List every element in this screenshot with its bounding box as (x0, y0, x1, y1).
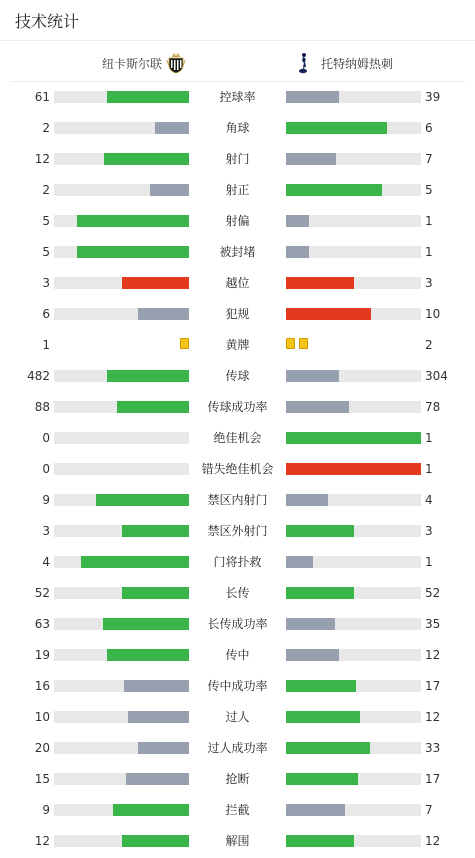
tottenham-crest-icon (296, 52, 316, 74)
away-value: 7 (425, 803, 433, 817)
stat-row (0, 238, 475, 269)
home-bar-track (54, 587, 189, 599)
home-value: 5 (42, 214, 50, 228)
away-team[interactable] (296, 52, 393, 74)
home-bar-track (54, 649, 189, 661)
away-bar-fill (286, 215, 309, 227)
stat-row (0, 796, 475, 827)
stat-row (0, 827, 475, 858)
home-bar-fill (155, 122, 189, 134)
away-bar-track (286, 618, 421, 630)
stat-row (0, 548, 475, 579)
stat-row (0, 331, 475, 362)
home-bar-track (54, 680, 189, 692)
stat-label: 控球率 (219, 90, 256, 104)
stat-label: 绝佳机会 (213, 431, 262, 445)
home-bar-fill (96, 494, 189, 506)
away-value: 304 (425, 369, 448, 383)
away-bar-fill (286, 401, 349, 413)
away-bar-fill (286, 835, 354, 847)
stat-row (0, 703, 475, 734)
away-bar-fill (286, 494, 328, 506)
away-bar-track (286, 277, 421, 289)
away-bar-fill (286, 711, 360, 723)
away-bar-track (286, 91, 421, 103)
home-value: 10 (34, 710, 50, 724)
stat-label: 射门 (225, 152, 250, 166)
home-value: 5 (42, 245, 50, 259)
away-value: 7 (425, 152, 433, 166)
away-bar-track (286, 153, 421, 165)
home-value: 9 (42, 493, 50, 507)
home-bar-fill (77, 246, 189, 258)
stats-list (0, 83, 475, 858)
home-value: 16 (34, 679, 50, 693)
home-bar-track (54, 556, 189, 568)
home-bar-fill (128, 711, 189, 723)
divider (10, 81, 465, 82)
stat-row (0, 300, 475, 331)
away-bar-track (286, 556, 421, 568)
away-value: 1 (425, 214, 433, 228)
home-value: 1 (42, 338, 50, 352)
home-bar-track (54, 463, 189, 475)
away-value: 12 (425, 648, 441, 662)
away-bar-track (286, 711, 421, 723)
away-bar-track (286, 649, 421, 661)
stat-row (0, 672, 475, 703)
stat-row (0, 207, 475, 238)
home-bar-fill (122, 835, 190, 847)
away-value: 35 (425, 617, 441, 631)
away-bar-track (286, 773, 421, 785)
stat-label: 传中成功率 (207, 679, 268, 693)
home-team[interactable] (102, 52, 186, 74)
stat-label: 禁区内射门 (207, 493, 268, 507)
away-bar-track (286, 308, 421, 320)
home-bar-track (54, 742, 189, 754)
stat-label: 长传成功率 (207, 617, 268, 631)
stat-label: 门将扑救 (213, 555, 262, 569)
stat-row (0, 610, 475, 641)
stat-label: 禁区外射门 (207, 524, 268, 538)
away-bar-fill (286, 91, 339, 103)
home-bar-fill (150, 184, 189, 196)
stat-label: 黄牌 (225, 338, 250, 352)
stat-label: 射正 (225, 183, 250, 197)
home-value: 3 (42, 276, 50, 290)
home-bar-fill (138, 742, 189, 754)
away-value: 17 (425, 772, 441, 786)
away-team-name: 托特纳姆热刺 (321, 56, 394, 71)
home-value: 4 (42, 555, 50, 569)
away-value: 1 (425, 462, 433, 476)
home-bar-fill (117, 401, 189, 413)
stat-row (0, 393, 475, 424)
yellow-card-icon (180, 338, 189, 349)
home-bar-track (54, 246, 189, 258)
home-bar-track (54, 184, 189, 196)
away-value: 3 (425, 276, 433, 290)
home-bar-fill (122, 277, 190, 289)
stat-row (0, 734, 475, 765)
home-value: 2 (42, 183, 50, 197)
home-value: 88 (34, 400, 50, 414)
away-bar-track (286, 494, 421, 506)
home-value: 0 (42, 431, 50, 445)
yellow-card-icon (286, 338, 295, 349)
home-bar-track (54, 494, 189, 506)
stat-label: 过人成功率 (207, 741, 268, 755)
home-bar-fill (107, 91, 189, 103)
stat-row (0, 486, 475, 517)
stat-label: 射偏 (225, 214, 250, 228)
stat-label: 过人 (225, 710, 250, 724)
home-bar-track (54, 773, 189, 785)
home-bar-track (54, 308, 189, 320)
home-bar-fill (104, 153, 189, 165)
away-bar-track (286, 835, 421, 847)
stat-label: 传球成功率 (207, 400, 268, 414)
home-bar-track (54, 401, 189, 413)
away-bar-track (286, 370, 421, 382)
away-bar-track (286, 804, 421, 816)
home-bar-fill (126, 773, 189, 785)
away-bar-fill (286, 742, 370, 754)
home-bar-track (54, 804, 189, 816)
home-value: 2 (42, 121, 50, 135)
away-bar-fill (286, 525, 354, 537)
away-bar-fill (286, 308, 371, 320)
away-value: 12 (425, 710, 441, 724)
home-value: 20 (34, 741, 50, 755)
stat-row (0, 424, 475, 455)
away-bar-fill (286, 122, 387, 134)
away-bar-track (286, 742, 421, 754)
home-bar-track (54, 91, 189, 103)
home-bar-fill (124, 680, 189, 692)
divider (0, 40, 475, 41)
stat-label: 错失绝佳机会 (201, 462, 274, 476)
away-value: 52 (425, 586, 441, 600)
away-bar-track (286, 215, 421, 227)
away-value: 3 (425, 524, 433, 538)
home-bar-track (54, 153, 189, 165)
away-bar-track (286, 184, 421, 196)
stat-label: 解围 (225, 834, 250, 848)
stat-row (0, 455, 475, 486)
home-value: 19 (34, 648, 50, 662)
away-yellow-cards (286, 338, 312, 349)
stat-row (0, 269, 475, 300)
away-bar-fill (286, 432, 421, 444)
away-value: 1 (425, 245, 433, 259)
away-bar-fill (286, 184, 382, 196)
away-bar-fill (286, 618, 335, 630)
home-value: 12 (34, 152, 50, 166)
away-value: 12 (425, 834, 441, 848)
home-bar-track (54, 835, 189, 847)
home-value: 482 (27, 369, 50, 383)
home-bar-track (54, 370, 189, 382)
away-value: 33 (425, 741, 441, 755)
home-bar-fill (103, 618, 189, 630)
away-value: 1 (425, 555, 433, 569)
home-value: 15 (34, 772, 50, 786)
away-bar-fill (286, 246, 309, 258)
away-value: 4 (425, 493, 433, 507)
stat-row (0, 641, 475, 672)
stat-row (0, 114, 475, 145)
away-bar-fill (286, 556, 313, 568)
stat-label: 传球 (225, 369, 250, 383)
yellow-card-icon (299, 338, 308, 349)
stat-label: 抢断 (225, 772, 250, 786)
home-value: 63 (34, 617, 50, 631)
away-bar-fill (286, 587, 354, 599)
home-team-name: 纽卡斯尔联 (102, 56, 163, 71)
stat-label: 角球 (225, 121, 250, 135)
away-bar-fill (286, 153, 336, 165)
home-bar-track (54, 432, 189, 444)
away-bar-track (286, 463, 421, 475)
home-value: 6 (42, 307, 50, 321)
away-bar-track (286, 587, 421, 599)
home-bar-fill (107, 649, 189, 661)
home-bar-track (54, 215, 189, 227)
home-value: 0 (42, 462, 50, 476)
away-bar-fill (286, 773, 358, 785)
home-yellow-cards (180, 338, 189, 349)
newcastle-crest-icon (166, 52, 186, 74)
stat-row (0, 765, 475, 796)
home-value: 9 (42, 803, 50, 817)
home-value: 3 (42, 524, 50, 538)
away-bar-fill (286, 804, 345, 816)
stat-label: 传中 (225, 648, 250, 662)
away-bar-fill (286, 277, 354, 289)
away-bar-track (286, 525, 421, 537)
away-bar-track (286, 246, 421, 258)
away-bar-track (286, 122, 421, 134)
stat-row (0, 579, 475, 610)
stat-row (0, 83, 475, 114)
stat-label: 犯规 (225, 307, 250, 321)
home-value: 61 (34, 90, 50, 104)
away-bar-track (286, 680, 421, 692)
stat-label: 被封堵 (219, 245, 256, 259)
home-value: 52 (34, 586, 50, 600)
away-bar-fill (286, 463, 421, 475)
away-value: 2 (425, 338, 433, 352)
away-value: 5 (425, 183, 433, 197)
away-bar-track (286, 432, 421, 444)
stat-row (0, 176, 475, 207)
home-bar-track (54, 711, 189, 723)
page-title: 技术统计 (15, 12, 80, 31)
home-bar-track (54, 122, 189, 134)
away-bar-fill (286, 649, 339, 661)
home-bar-fill (138, 308, 189, 320)
away-bar-fill (286, 370, 339, 382)
stat-label: 拦截 (225, 803, 250, 817)
away-value: 78 (425, 400, 441, 414)
home-bar-fill (122, 587, 190, 599)
stat-row (0, 517, 475, 548)
away-value: 6 (425, 121, 433, 135)
stat-label: 长传 (225, 586, 250, 600)
away-bar-track (286, 401, 421, 413)
home-bar-track (54, 525, 189, 537)
away-value: 39 (425, 90, 441, 104)
home-bar-track (54, 618, 189, 630)
away-value: 10 (425, 307, 441, 321)
home-bar-fill (122, 525, 190, 537)
away-bar-fill (286, 680, 356, 692)
home-bar-fill (81, 556, 189, 568)
home-bar-fill (113, 804, 189, 816)
stat-row (0, 145, 475, 176)
home-bar-fill (107, 370, 189, 382)
away-value: 1 (425, 431, 433, 445)
stat-row (0, 362, 475, 393)
stat-label: 越位 (225, 276, 250, 290)
home-bar-fill (77, 215, 189, 227)
away-value: 17 (425, 679, 441, 693)
home-bar-track (54, 277, 189, 289)
home-value: 12 (34, 834, 50, 848)
